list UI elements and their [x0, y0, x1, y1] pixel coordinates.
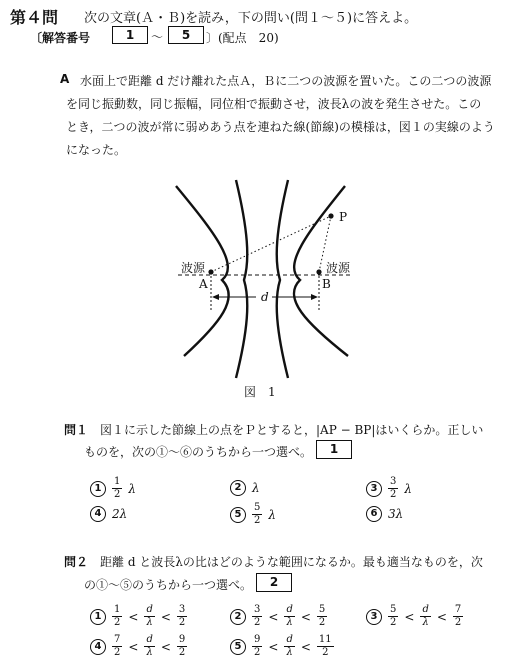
- option-number: 3: [366, 609, 382, 625]
- answer-box-last: 5: [168, 26, 204, 44]
- less-than-sign: <: [436, 609, 447, 624]
- point-p: [328, 213, 333, 218]
- fraction: $\frac{7}{2}$: [114, 634, 121, 658]
- q1-option-2[interactable]: 2 λ: [230, 480, 260, 496]
- option-number: 6: [366, 506, 382, 522]
- problem-title: 第４問: [10, 8, 59, 27]
- q2-label: 問２: [64, 555, 89, 569]
- label-a: A: [199, 277, 208, 291]
- q2-option-5[interactable]: [230, 634, 334, 659]
- option-number: 2: [230, 480, 246, 496]
- fraction: $\frac{1}{2}$: [114, 604, 121, 628]
- option-number: 3: [366, 481, 382, 497]
- source-label-right: 波源: [326, 261, 351, 275]
- q2-option-4[interactable]: [90, 634, 187, 659]
- fraction: $\frac{d}{\lambda}$: [146, 604, 153, 628]
- section-a-line-4: になった。: [66, 143, 127, 157]
- option-number: 4: [90, 639, 106, 655]
- option-number: 1: [90, 609, 106, 625]
- less-than-sign: <: [300, 609, 311, 624]
- ap-dotted-line: [211, 216, 331, 272]
- fraction: $\frac{5}{2}$: [390, 604, 397, 628]
- answer-box-first: 1: [112, 26, 148, 44]
- source-label-left: 波源: [181, 261, 206, 275]
- option-number: 1: [90, 481, 106, 497]
- fraction: $\frac{9}{2}$: [178, 634, 186, 658]
- fraction: $\frac{5}{2}$: [318, 604, 326, 628]
- fraction: $\frac{3}{2}$: [178, 604, 186, 628]
- q1-option-1[interactable]: 1 $\frac{1}{2}$ λ: [90, 476, 136, 501]
- section-a-line-2: を同じ振動数，同じ振幅，同位相で振動させ，波長λの波を発生させた。この: [66, 97, 482, 111]
- less-than-sign: <: [160, 639, 171, 654]
- answer-range-tilde: ～: [151, 30, 164, 44]
- fraction: $\frac{3}{2}$: [390, 476, 397, 500]
- fraction: $\frac{3}{2}$: [254, 604, 261, 628]
- source-point-b: [316, 269, 321, 274]
- answer-number-label: 〔解答番号: [30, 31, 91, 45]
- fraction: $\frac{d}{\lambda}$: [286, 634, 293, 658]
- fraction: $\frac{1}{2}$: [114, 476, 121, 500]
- q1-option-5[interactable]: 5 $\frac{5}{2}$ λ: [230, 502, 276, 527]
- fraction: $\frac{9}{2}$: [254, 634, 261, 658]
- option-number: 5: [230, 639, 246, 655]
- nodal-line-inner-left: [236, 180, 247, 378]
- fraction: $\frac{d}{\lambda}$: [422, 604, 429, 628]
- fraction: $\frac{5}{2}$: [254, 502, 261, 526]
- option-number: 2: [230, 609, 246, 625]
- q1-line-1: 図１に示した節線上の点をＰとすると，|AP − BP|はいくらか。正しい: [100, 423, 484, 437]
- less-than-sign: <: [268, 609, 279, 624]
- less-than-sign: <: [404, 609, 415, 624]
- less-than-sign: <: [160, 609, 171, 624]
- fraction: $\frac{7}{2}$: [454, 604, 462, 628]
- source-point-a: [208, 269, 213, 274]
- q2-answer-box: 2: [256, 573, 292, 592]
- q1-label: 問１: [64, 423, 89, 437]
- q1-option-4[interactable]: 4 2λ: [90, 506, 127, 522]
- q1-option-3[interactable]: 3 $\frac{3}{2}$ λ: [366, 476, 412, 501]
- label-p: P: [339, 210, 348, 224]
- instruction-text: 次の文章(Ａ・Ｂ)を読み，下の問い(問１～５)に答えよ。: [84, 11, 418, 26]
- q1-line-2: ものを，次の①～⑥のうちから一つ選べ。: [84, 445, 313, 459]
- nodal-line-inner-right: [277, 180, 288, 378]
- q2-option-3[interactable]: [366, 604, 463, 629]
- points-text: 〕(配点 20): [206, 31, 279, 45]
- less-than-sign: <: [300, 639, 311, 654]
- less-than-sign: <: [128, 639, 139, 654]
- less-than-sign: <: [128, 609, 139, 624]
- q2-option-1[interactable]: [90, 604, 187, 629]
- q1-option-6[interactable]: 6 3λ: [366, 506, 403, 522]
- q1-answer-box: 1: [316, 440, 352, 459]
- option-number: 5: [230, 507, 246, 523]
- label-d: d: [261, 290, 269, 304]
- fraction: $\frac{d}{\lambda}$: [286, 604, 293, 628]
- q2-line-2: の①～⑤のうちから一つ選べ。: [84, 578, 253, 592]
- label-b: B: [322, 277, 331, 291]
- q2-line-1: 距離 d と波長λの比はどのような範囲になるか。最も適当なものを，次: [100, 555, 483, 569]
- section-a-line-3: とき，二つの波が常に弱めあう点を連ねた線(節線)の模様は，図１の実線のよう: [66, 120, 495, 134]
- figure-caption: 図 1: [244, 385, 276, 399]
- fraction: $\frac{d}{\lambda}$: [146, 634, 153, 658]
- section-a-label: A: [60, 72, 70, 86]
- less-than-sign: <: [268, 639, 279, 654]
- section-a-line-1: 水面上で距離 d だけ離れた点Ａ，Ｂに二つの波源を置いた。この二つの波源: [80, 74, 492, 88]
- option-number: 4: [90, 506, 106, 522]
- fraction: $\frac{11}{2}$: [318, 634, 332, 658]
- q2-option-2[interactable]: [230, 604, 327, 629]
